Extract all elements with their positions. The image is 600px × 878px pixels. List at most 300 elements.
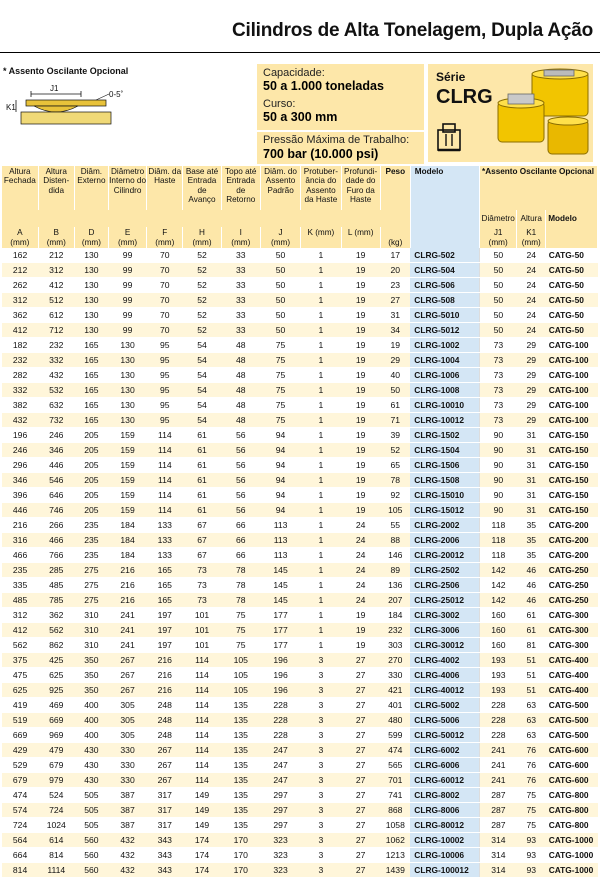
stroke-label: Curso: xyxy=(263,98,296,110)
saddle-model-cell: CATG-200 xyxy=(546,548,598,563)
table-cell: 113 xyxy=(260,548,300,563)
table-cell: 29 xyxy=(517,368,546,383)
table-cell: 118 xyxy=(480,533,517,548)
table-cell: 159 xyxy=(108,443,146,458)
table-cell: 317 xyxy=(147,788,183,803)
table-cell: 205 xyxy=(74,503,108,518)
table-cell: 679 xyxy=(2,773,38,788)
table-cell: 145 xyxy=(260,593,300,608)
table-cell: 70 xyxy=(147,263,183,278)
table-cell: 130 xyxy=(108,338,146,353)
table-row xyxy=(2,263,598,278)
table-cell: 27 xyxy=(341,653,380,668)
table-cell: 216 xyxy=(147,683,183,698)
table-cell: 19 xyxy=(341,443,380,458)
table-row xyxy=(2,818,598,833)
col-header-saddle-diameter: Diâm. do Assento Padrão xyxy=(260,166,300,210)
table-cell: 312 xyxy=(2,608,38,623)
table-cell: 925 xyxy=(38,683,74,698)
table-cell: 54 xyxy=(183,338,221,353)
model-cell: CLRG-8006 xyxy=(410,803,479,818)
table-cell: 1 xyxy=(301,518,341,533)
table-cell: 114 xyxy=(147,443,183,458)
optional-note: * Assento Oscilante Opcional xyxy=(3,66,129,76)
col-header-saddle-model: Modelo xyxy=(546,210,598,227)
table-cell: 130 xyxy=(74,263,108,278)
saddle-model-cell: CATG-250 xyxy=(546,593,598,608)
table-cell: 1 xyxy=(301,323,341,338)
table-cell: 1 xyxy=(301,563,341,578)
table-cell: 50 xyxy=(260,263,300,278)
table-row xyxy=(2,548,598,563)
table-cell: 27 xyxy=(341,668,380,683)
table-cell: 27 xyxy=(341,863,380,878)
capacity-value: 50 a 1.000 toneladas xyxy=(263,79,384,93)
table-cell: 387 xyxy=(108,788,146,803)
table-cell: 267 xyxy=(108,683,146,698)
table-cell: 48 xyxy=(221,338,260,353)
table-cell: 136 xyxy=(380,578,410,593)
table-cell: 63 xyxy=(517,698,546,713)
table-cell: 27 xyxy=(341,743,380,758)
col-letter: J xyxy=(260,227,300,237)
table-cell: 248 xyxy=(147,713,183,728)
pressure-label: Pressão Máxima de Trabalho: xyxy=(263,134,410,146)
table-row xyxy=(2,608,598,623)
table-cell: 130 xyxy=(74,278,108,293)
col-header-top-to-retract-port: Topo até Entrada de Retorno xyxy=(221,166,260,210)
table-cell: 31 xyxy=(517,503,546,518)
saddle-model-cell: CATG-150 xyxy=(546,458,598,473)
table-cell: 95 xyxy=(147,338,183,353)
table-cell: 165 xyxy=(74,338,108,353)
saddle-model-cell: CATG-150 xyxy=(546,428,598,443)
table-cell: 317 xyxy=(147,818,183,833)
table-cell: 184 xyxy=(108,533,146,548)
col-header-saddle-k1: Altura xyxy=(517,210,546,227)
table-cell: 31 xyxy=(380,308,410,323)
table-cell: 766 xyxy=(38,548,74,563)
table-cell: 27 xyxy=(341,773,380,788)
col-unit: (mm) xyxy=(221,237,260,247)
table-cell: 78 xyxy=(221,578,260,593)
table-cell: 3 xyxy=(301,683,341,698)
table-cell: 814 xyxy=(2,863,38,878)
table-cell: 70 xyxy=(147,308,183,323)
table-cell: 135 xyxy=(221,818,260,833)
table-cell: 3 xyxy=(301,728,341,743)
table-cell: 145 xyxy=(260,563,300,578)
table-cell: 868 xyxy=(380,803,410,818)
table-cell: 50 xyxy=(260,248,300,263)
table-cell: 19 xyxy=(341,323,380,338)
stroke-value: 50 a 300 mm xyxy=(263,110,338,124)
table-cell: 24 xyxy=(517,323,546,338)
table-cell: 70 xyxy=(147,293,183,308)
table-cell: 27 xyxy=(341,728,380,743)
table-cell: 401 xyxy=(380,698,410,713)
saddle-model-cell: CATG-300 xyxy=(546,608,598,623)
table-cell: 27 xyxy=(341,818,380,833)
table-cell: 814 xyxy=(38,848,74,863)
table-cell: 19 xyxy=(341,473,380,488)
table-cell: 216 xyxy=(108,563,146,578)
table-row xyxy=(2,848,598,863)
table-cell: 412 xyxy=(2,623,38,638)
table-cell: 54 xyxy=(183,368,221,383)
table-cell: 19 xyxy=(341,488,380,503)
table-cell: 88 xyxy=(380,533,410,548)
table-cell: 75 xyxy=(221,638,260,653)
table-cell: 297 xyxy=(260,788,300,803)
table-cell: 305 xyxy=(108,698,146,713)
table-cell: 105 xyxy=(221,683,260,698)
model-cell: CLRG-4006 xyxy=(410,668,479,683)
table-cell: 54 xyxy=(183,383,221,398)
table-cell: 330 xyxy=(108,758,146,773)
table-cell: 216 xyxy=(147,653,183,668)
table-cell: 67 xyxy=(183,518,221,533)
table-cell: 33 xyxy=(221,323,260,338)
col-letter: J1 xyxy=(480,227,517,237)
table-cell: 235 xyxy=(74,518,108,533)
table-cell: 246 xyxy=(2,443,38,458)
table-cell: 99 xyxy=(108,278,146,293)
table-cell: 182 xyxy=(2,338,38,353)
table-cell: 267 xyxy=(147,758,183,773)
table-cell: 145 xyxy=(260,578,300,593)
table-cell: 78 xyxy=(221,563,260,578)
table-row xyxy=(2,803,598,818)
saddle-model-cell: CATG-150 xyxy=(546,503,598,518)
table-cell: 20 xyxy=(380,263,410,278)
table-cell: 105 xyxy=(380,503,410,518)
table-cell: 1 xyxy=(301,368,341,383)
table-cell: 76 xyxy=(517,773,546,788)
col-header-base-to-advance-port: Base até Entrada de Avanço xyxy=(183,166,221,210)
table-cell: 387 xyxy=(108,803,146,818)
table-cell: 50 xyxy=(480,293,517,308)
table-cell: 19 xyxy=(341,398,380,413)
table-row xyxy=(2,293,598,308)
table-cell: 287 xyxy=(480,788,517,803)
col-letter xyxy=(380,227,410,237)
table-cell: 130 xyxy=(108,413,146,428)
model-cell: CLRG-502 xyxy=(410,248,479,263)
col-unit: (mm) xyxy=(38,237,74,247)
table-cell: 113 xyxy=(260,518,300,533)
saddle-model-cell: CATG-1000 xyxy=(546,833,598,848)
table-cell: 159 xyxy=(108,428,146,443)
table-cell: 474 xyxy=(380,743,410,758)
saddle-model-cell: CATG-100 xyxy=(546,398,598,413)
table-cell: 679 xyxy=(38,758,74,773)
col-header-saddle-j1: Diâmetro xyxy=(480,210,517,227)
table-cell: 114 xyxy=(183,713,221,728)
table-cell: 275 xyxy=(74,593,108,608)
table-cell: 33 xyxy=(221,293,260,308)
saddle-model-cell: CATG-50 xyxy=(546,323,598,338)
table-cell: 350 xyxy=(74,683,108,698)
table-cell: 114 xyxy=(183,683,221,698)
table-row xyxy=(2,368,598,383)
table-cell: 421 xyxy=(380,683,410,698)
saddle-model-cell: CATG-100 xyxy=(546,383,598,398)
table-row xyxy=(2,728,598,743)
table-cell: 73 xyxy=(480,413,517,428)
table-cell: 400 xyxy=(74,728,108,743)
table-row xyxy=(2,593,598,608)
table-cell: 275 xyxy=(74,578,108,593)
table-cell: 314 xyxy=(480,863,517,878)
table-cell: 19 xyxy=(341,383,380,398)
table-cell: 162 xyxy=(2,248,38,263)
table-cell: 323 xyxy=(260,848,300,863)
table-cell: 70 xyxy=(147,248,183,263)
model-cell: CLRG-20012 xyxy=(410,548,479,563)
table-cell: 247 xyxy=(260,773,300,788)
table-cell: 54 xyxy=(183,353,221,368)
table-cell: 65 xyxy=(380,458,410,473)
table-cell: 27 xyxy=(341,683,380,698)
table-cell: 228 xyxy=(260,728,300,743)
model-cell: CLRG-2502 xyxy=(410,563,479,578)
table-cell: 114 xyxy=(183,773,221,788)
table-cell: 212 xyxy=(2,263,38,278)
table-cell: 94 xyxy=(260,428,300,443)
table-cell: 75 xyxy=(260,353,300,368)
table-cell: 63 xyxy=(517,713,546,728)
table-cell: 19 xyxy=(341,263,380,278)
table-cell: 241 xyxy=(108,608,146,623)
table-cell: 741 xyxy=(380,788,410,803)
table-cell: 135 xyxy=(221,743,260,758)
col-header-saddle-protrusion: Protuber-ância do Assento da Haste xyxy=(301,166,341,210)
table-cell: 19 xyxy=(341,458,380,473)
table-cell: 61 xyxy=(183,473,221,488)
table-cell: 612 xyxy=(38,308,74,323)
table-cell: 228 xyxy=(480,728,517,743)
table-cell: 519 xyxy=(2,713,38,728)
table-cell: 24 xyxy=(517,248,546,263)
table-cell: 99 xyxy=(108,323,146,338)
table-cell: 56 xyxy=(221,458,260,473)
table-cell: 177 xyxy=(260,608,300,623)
table-cell: 54 xyxy=(183,398,221,413)
table-cell: 3 xyxy=(301,788,341,803)
table-cell: 75 xyxy=(517,803,546,818)
table-cell: 114 xyxy=(183,668,221,683)
table-cell: 29 xyxy=(517,353,546,368)
table-cell: 193 xyxy=(480,683,517,698)
table-cell: 248 xyxy=(147,698,183,713)
table-row xyxy=(2,773,598,788)
table-cell: 350 xyxy=(74,668,108,683)
table-cell: 78 xyxy=(380,473,410,488)
table-cell: 50 xyxy=(480,278,517,293)
table-cell: 1 xyxy=(301,308,341,323)
table-cell: 50 xyxy=(480,263,517,278)
model-cell: CLRG-1506 xyxy=(410,458,479,473)
table-cell: 205 xyxy=(74,443,108,458)
table-cell: 241 xyxy=(480,743,517,758)
table-row xyxy=(2,428,598,443)
table-cell: 297 xyxy=(260,803,300,818)
table-cell: 241 xyxy=(108,623,146,638)
pressure-panel xyxy=(257,130,424,164)
table-cell: 474 xyxy=(2,788,38,803)
saddle-model-cell: CATG-400 xyxy=(546,668,598,683)
table-cell: 99 xyxy=(108,248,146,263)
table-cell: 52 xyxy=(183,308,221,323)
table-cell: 56 xyxy=(221,443,260,458)
table-cell: 99 xyxy=(108,263,146,278)
table-cell: 114 xyxy=(147,458,183,473)
table-cell: 130 xyxy=(74,308,108,323)
model-cell: CLRG-4002 xyxy=(410,653,479,668)
table-cell: 34 xyxy=(380,323,410,338)
table-cell: 130 xyxy=(108,368,146,383)
col-letter: K (mm) xyxy=(301,227,341,237)
table-cell: 56 xyxy=(221,428,260,443)
table-cell: 135 xyxy=(221,728,260,743)
table-cell: 862 xyxy=(38,638,74,653)
col-header-outer-diameter: Diâm. Externo xyxy=(74,166,108,210)
table-cell: 267 xyxy=(108,668,146,683)
page-title: Cilindros de Alta Tonelagem, Dupla Ação xyxy=(232,20,593,41)
table-cell: 332 xyxy=(38,353,74,368)
table-cell: 241 xyxy=(480,773,517,788)
table-cell: 323 xyxy=(260,833,300,848)
table-cell: 95 xyxy=(147,353,183,368)
table-cell: 75 xyxy=(260,368,300,383)
table-cell: 50 xyxy=(480,323,517,338)
table-cell: 216 xyxy=(2,518,38,533)
table-row xyxy=(2,323,598,338)
table-row xyxy=(2,683,598,698)
table-cell: 1 xyxy=(301,248,341,263)
table-cell: 24 xyxy=(341,578,380,593)
table-cell: 512 xyxy=(38,293,74,308)
table-cell: 94 xyxy=(260,473,300,488)
table-cell: 212 xyxy=(38,248,74,263)
table-cell: 101 xyxy=(183,638,221,653)
table-cell: 3 xyxy=(301,773,341,788)
col-unit xyxy=(410,237,479,247)
model-cell: CLRG-25012 xyxy=(410,593,479,608)
table-cell: 466 xyxy=(2,548,38,563)
table-row xyxy=(2,458,598,473)
table-cell: 31 xyxy=(517,488,546,503)
model-cell: CLRG-100012 xyxy=(410,863,479,878)
table-row xyxy=(2,638,598,653)
table-cell: 432 xyxy=(108,848,146,863)
table-cell: 159 xyxy=(108,503,146,518)
table-cell: 314 xyxy=(480,848,517,863)
table-cell: 1 xyxy=(301,278,341,293)
model-cell: CLRG-60012 xyxy=(410,773,479,788)
model-cell: CLRG-80012 xyxy=(410,818,479,833)
table-cell: 323 xyxy=(260,863,300,878)
table-cell: 92 xyxy=(380,488,410,503)
col-unit xyxy=(341,237,380,247)
table-cell: 50 xyxy=(260,323,300,338)
table-cell: 3 xyxy=(301,743,341,758)
table-cell: 33 xyxy=(221,263,260,278)
table-cell: 330 xyxy=(108,773,146,788)
saddle-model-cell: CATG-200 xyxy=(546,533,598,548)
table-cell: 346 xyxy=(38,443,74,458)
table-cell: 343 xyxy=(147,848,183,863)
table-cell: 50 xyxy=(480,248,517,263)
table-cell: 24 xyxy=(341,593,380,608)
table-cell: 312 xyxy=(2,293,38,308)
table-cell: 52 xyxy=(183,278,221,293)
table-cell: 73 xyxy=(480,383,517,398)
table-cell: 614 xyxy=(38,833,74,848)
table-cell: 67 xyxy=(183,533,221,548)
table-cell: 305 xyxy=(108,728,146,743)
table-row xyxy=(2,563,598,578)
table-cell: 52 xyxy=(380,443,410,458)
table-cell: 114 xyxy=(147,488,183,503)
diagram-j1-label: J1 xyxy=(50,84,59,93)
table-cell: 95 xyxy=(147,383,183,398)
table-cell: 524 xyxy=(38,788,74,803)
table-cell: 71 xyxy=(380,413,410,428)
swivel-saddle-diagram xyxy=(6,82,136,142)
capacity-label: Capacidade: xyxy=(263,67,325,79)
saddle-model-cell: CATG-50 xyxy=(546,248,598,263)
table-cell: 114 xyxy=(183,698,221,713)
table-cell: 149 xyxy=(183,788,221,803)
table-cell: 3 xyxy=(301,803,341,818)
table-cell: 61 xyxy=(183,443,221,458)
table-cell: 282 xyxy=(2,368,38,383)
table-cell: 135 xyxy=(221,758,260,773)
table-cell: 19 xyxy=(341,278,380,293)
table-cell: 101 xyxy=(183,608,221,623)
table-cell: 3 xyxy=(301,653,341,668)
table-cell: 174 xyxy=(183,863,221,878)
col-unit xyxy=(546,237,598,247)
series-label: Série xyxy=(436,70,466,84)
table-cell: 574 xyxy=(2,803,38,818)
table-cell: 343 xyxy=(147,863,183,878)
table-cell: 50 xyxy=(260,278,300,293)
table-cell: 35 xyxy=(517,533,546,548)
table-cell: 430 xyxy=(74,773,108,788)
table-cell: 61 xyxy=(517,608,546,623)
table-cell: 205 xyxy=(74,473,108,488)
table-cell: 669 xyxy=(38,713,74,728)
table-cell: 50 xyxy=(380,383,410,398)
table-cell: 46 xyxy=(517,578,546,593)
table-cell: 505 xyxy=(74,788,108,803)
diagram-k1-label: K1 xyxy=(6,103,16,112)
table-cell: 625 xyxy=(38,668,74,683)
table-cell: 599 xyxy=(380,728,410,743)
table-cell: 170 xyxy=(221,848,260,863)
saddle-model-cell: CATG-500 xyxy=(546,698,598,713)
table-cell: 232 xyxy=(38,338,74,353)
col-unit: (mm) xyxy=(74,237,108,247)
table-cell: 1024 xyxy=(38,818,74,833)
model-cell: CLRG-10010 xyxy=(410,398,479,413)
table-cell: 1 xyxy=(301,548,341,563)
table-cell: 3 xyxy=(301,848,341,863)
table-cell: 149 xyxy=(183,803,221,818)
